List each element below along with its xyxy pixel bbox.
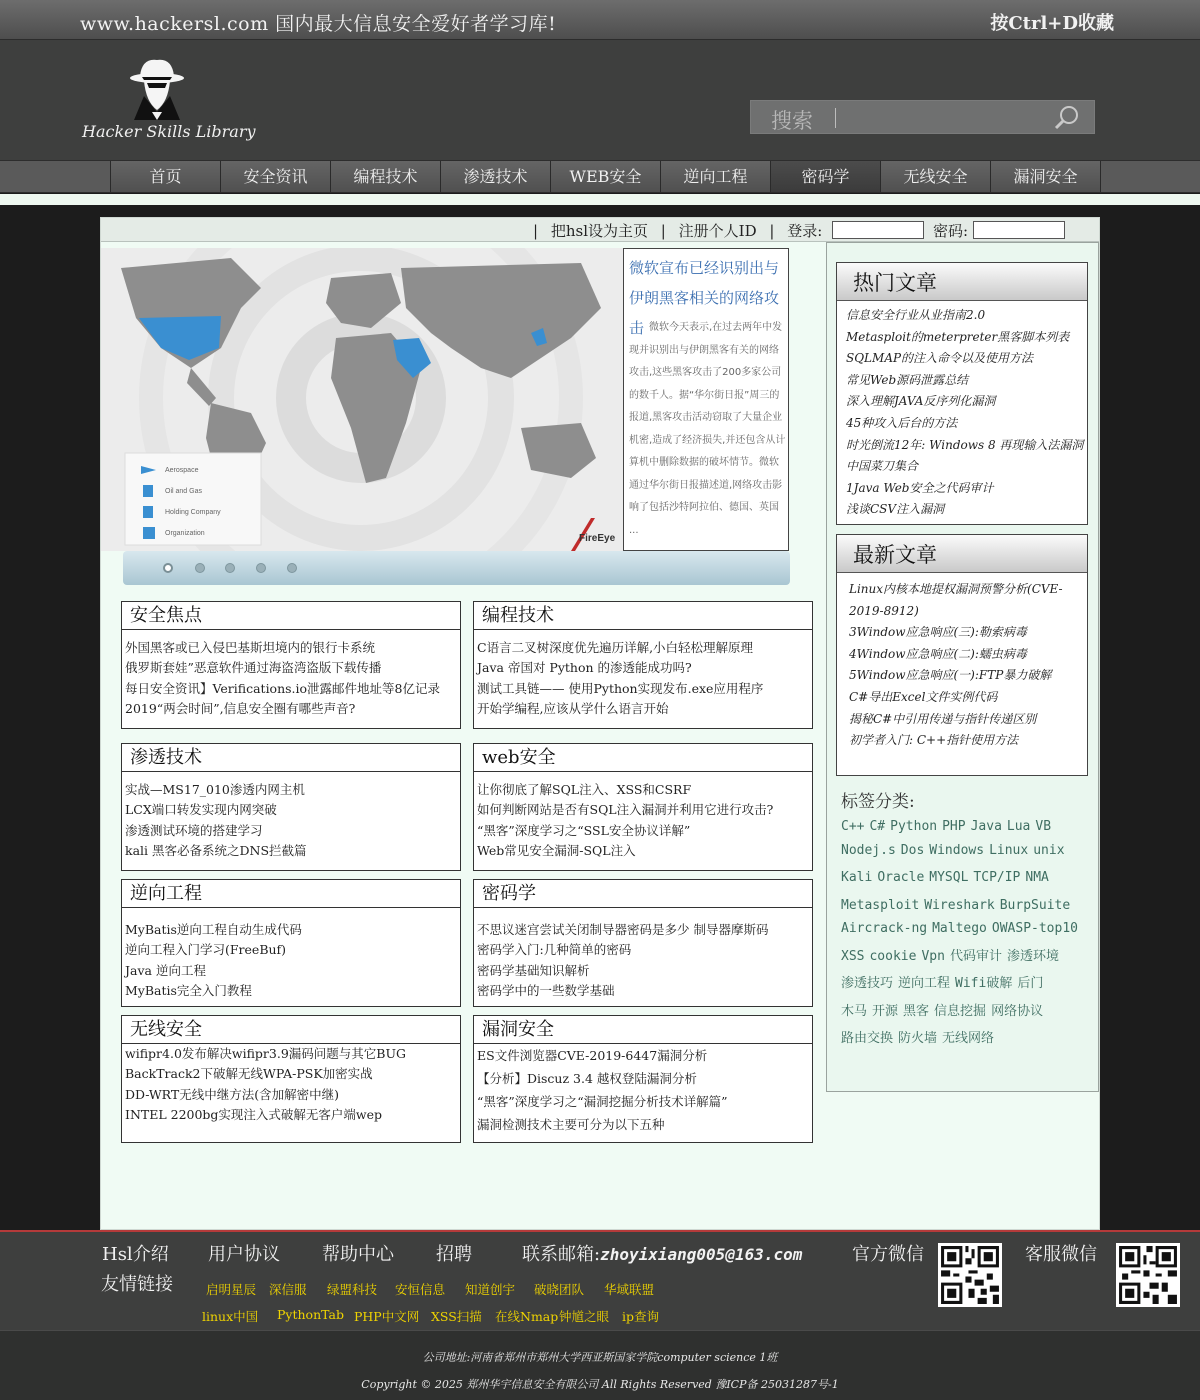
header-band — [0, 194, 1200, 205]
box-title[interactable]: 密码学 — [474, 880, 812, 908]
nav-home[interactable]: 首页 — [111, 161, 221, 192]
list-item[interactable]: 开始学编程,应该从学什么语言开始 — [477, 700, 669, 716]
search-label: 搜索 — [771, 109, 813, 133]
hot-article-item[interactable]: SQLMAP的注入命令以及使用方法 — [846, 351, 1034, 366]
tag[interactable]: PHP — [942, 819, 966, 834]
hot-article-item[interactable]: 1Java Web安全之代码审计 — [846, 480, 994, 495]
list-item[interactable]: LCX端口转发实现内网突破 — [125, 802, 277, 818]
box-title[interactable]: 渗透技术 — [122, 744, 460, 772]
friend-link[interactable]: 绿盟科技 — [327, 1282, 378, 1297]
tag[interactable]: Aircrack-ng — [841, 921, 928, 936]
login-bar — [101, 218, 1099, 242]
legend-oil-gas: Oil and Gas — [165, 488, 202, 495]
tag[interactable]: 后门 — [1017, 976, 1044, 991]
list-item[interactable]: BackTrack2下破解无线WPA-PSK加密实战 — [125, 1066, 373, 1082]
latest-article-item[interactable]: 2019-8912) — [849, 603, 919, 618]
list-item[interactable]: DD-WRT无线中继方法(含加解密中继) — [125, 1086, 339, 1102]
box-title[interactable]: 安全焦点 — [122, 602, 460, 630]
tag[interactable]: C++ — [841, 819, 865, 834]
box-programming — [473, 601, 813, 729]
tag[interactable]: Metasploit — [841, 897, 920, 913]
list-item[interactable]: 2019“两会时间”,信息安全圈有哪些声音? — [125, 700, 356, 716]
tag[interactable]: Linux — [989, 842, 1029, 858]
nav-programming[interactable]: 编程技术 — [331, 161, 441, 192]
copyright: Copyright © 2025 郑州华宇信息安全有限公司 All Rights Reserved 豫ICP备 25031287号-1 — [361, 1378, 839, 1391]
list-item[interactable]: 测试工具链—— 使用Python实现发布.exe应用程序 — [477, 680, 764, 696]
list-item[interactable]: 如何判断网站是否有SQL注入漏洞并利用它进行攻击? — [477, 802, 774, 818]
tag[interactable]: XSS — [841, 948, 865, 964]
list-item[interactable]: INTEL 2200bg实现注入式破解无客户端wep — [125, 1106, 383, 1122]
site-logo[interactable] — [82, 50, 256, 150]
search-icon[interactable] — [1051, 103, 1083, 133]
tag[interactable]: 信息挖掘 — [934, 1003, 987, 1019]
friend-link[interactable]: 钟馗之眼 — [559, 1309, 610, 1324]
list-item[interactable]: 密码学基础知识解析 — [477, 962, 590, 978]
list-item[interactable]: wifipr4.0发布解决wifipr3.9漏码问题与其它BUG — [125, 1046, 406, 1061]
register-link[interactable]: 注册个人ID — [678, 222, 757, 240]
bookmark-hint[interactable]: 按Ctrl+D收藏 — [990, 13, 1114, 34]
hot-article-item[interactable]: 浅谈CSV注入漏洞 — [846, 502, 945, 517]
tag[interactable]: 黑客 — [903, 1003, 930, 1019]
tag-cloud — [841, 815, 1091, 1051]
list-item[interactable]: “黑客”深度学习之“SSL安全协议详解” — [477, 822, 691, 838]
hot-articles-title: 热门文章 — [837, 263, 1087, 301]
qr-code-icon — [1116, 1243, 1180, 1307]
box-vulnerability — [473, 1015, 813, 1143]
list-item[interactable]: 不思议迷宫尝试关闭制导器密码是多少 制导器摩斯码 — [477, 922, 769, 937]
list-item[interactable]: Java 帝国对 Python 的渗透能成功吗? — [477, 660, 692, 676]
friend-link[interactable]: PHP中文网 — [354, 1309, 420, 1324]
friend-link[interactable]: 启明星辰 — [206, 1282, 257, 1297]
box-title[interactable]: 编程技术 — [474, 602, 812, 630]
box-title[interactable]: 逆向工程 — [122, 880, 460, 908]
separator: | — [533, 222, 539, 240]
tag[interactable]: Wifi破解 — [955, 976, 1013, 991]
footer-link-help[interactable]: 帮助中心 — [322, 1244, 394, 1265]
legend-aerospace: Aerospace — [165, 467, 199, 474]
hot-article-item[interactable]: 常见Web源码泄露总结 — [846, 372, 969, 387]
list-item[interactable]: 密码学中的一些数学基础 — [477, 982, 615, 998]
nav-vulnerability[interactable]: 漏洞安全 — [991, 161, 1101, 192]
box-cryptography — [473, 879, 813, 1007]
footer-bottom — [0, 1330, 1200, 1400]
list-item[interactable]: “黑客”深度学习之“漏洞挖掘分析技术详解篇” — [477, 1094, 728, 1109]
hot-articles — [836, 262, 1088, 525]
hot-article-item[interactable]: 深入理解JAVA反序列化漏洞 — [846, 394, 996, 409]
list-item[interactable]: 外国黑客或已入侵巴基斯坦境内的银行卡系统 — [125, 640, 376, 655]
tags-title: 标签分类: — [841, 792, 915, 812]
friend-link[interactable]: 知道创宇 — [465, 1282, 516, 1297]
hot-article-item[interactable]: 45种攻入后台的方法 — [846, 415, 958, 430]
fireeye-logo: FireEye — [579, 533, 616, 544]
tag[interactable]: Oracle — [877, 870, 925, 885]
list-item[interactable]: 漏洞检测技术主要可分为以下五种 — [477, 1117, 665, 1132]
list-item[interactable]: 每日安全资讯】Verifications.io泄露邮件地址等8亿记录 — [125, 680, 441, 696]
box-title[interactable]: web安全 — [474, 744, 812, 772]
separator: | — [769, 222, 775, 240]
latest-article-item[interactable]: 揭秘C#中引用传递与指针传递区别 — [849, 711, 1037, 726]
sidebar — [826, 242, 1099, 1092]
tag[interactable]: Python — [890, 819, 938, 834]
legend-holding: Holding Company — [165, 509, 221, 516]
friend-links-title: 友情链接 — [101, 1274, 173, 1295]
box-web-security — [473, 743, 813, 871]
nav-web-security[interactable]: WEB安全 — [551, 161, 661, 192]
slider-pagination — [123, 551, 790, 585]
tag[interactable]: 渗透环境 — [1006, 948, 1059, 964]
friend-link[interactable]: 在线Nmap — [495, 1309, 559, 1324]
tag[interactable]: Windows — [929, 842, 985, 858]
tag[interactable]: cookie — [869, 948, 917, 964]
list-item[interactable]: 让你彻底了解SQL注入、XSS和CSRF — [477, 782, 692, 797]
nav-cryptography[interactable]: 密码学 — [771, 161, 881, 192]
tag[interactable]: 代码审计 — [949, 948, 1002, 964]
tag[interactable]: TCP/IP — [973, 870, 1021, 885]
footer-link-agreement[interactable]: 用户协议 — [208, 1244, 280, 1265]
list-item[interactable]: 【分析】Discuz 3.4 越权登陆漏洞分析 — [477, 1071, 697, 1086]
box-title[interactable]: 无线安全 — [122, 1016, 460, 1044]
box-wireless-security — [121, 1015, 461, 1143]
nav-penetration[interactable]: 渗透技术 — [441, 161, 551, 192]
latest-article-item[interactable]: 3Window应急响应(三):勒索病毒 — [849, 625, 1027, 640]
tag[interactable]: C# — [869, 819, 886, 834]
list-item[interactable]: kali 黑客必备系统之DNS拦截篇 — [125, 842, 307, 858]
tag[interactable]: 渗透技巧 — [841, 976, 894, 991]
tag[interactable]: Kali — [841, 870, 873, 885]
friend-link[interactable]: XSS扫描 — [431, 1309, 482, 1324]
hacker-hat-icon — [82, 50, 242, 120]
latest-articles-title: 最新文章 — [837, 535, 1087, 573]
email-address[interactable]: zhoyixiang005@163.com — [600, 1245, 803, 1264]
slide-body: 微软今天表示,在过去两年中发现并识别出与伊朗黑客有关的网络攻击,这些黑客攻击了200多家公司的数千人。据“华尔街日报”周三的报道,黑客攻击活动窃取了大量企业机密,造成了经济损失,并还包含从计算机中删除数据的破坏情节。微软通过华尔街日报描述道,网络攻击影响了包括沙特阿拉伯、德国、英国 ... — [629, 322, 786, 536]
tag[interactable]: MYSQL — [929, 870, 969, 885]
slider-dot-5[interactable] — [287, 563, 297, 573]
list-item[interactable]: Java 逆向工程 — [125, 962, 206, 978]
tag[interactable]: Dos — [900, 842, 925, 858]
list-item[interactable]: MyBatis逆向工程自动生成代码 — [125, 922, 302, 937]
list-item[interactable]: Web常见安全漏洞-SQL注入 — [477, 842, 636, 858]
hot-article-item[interactable]: 时光倒流12年: Windows 8 再现输入法漏洞 — [846, 437, 1084, 452]
logo-text: Hacker Skills Library — [82, 122, 256, 141]
tag[interactable]: BurpSuite — [999, 897, 1071, 913]
friend-link[interactable]: 破晓团队 — [534, 1282, 585, 1297]
list-item[interactable]: ES文件浏览器CVE-2019-6447漏洞分析 — [477, 1048, 708, 1063]
footer-link-about[interactable]: Hsl介绍 — [102, 1244, 169, 1265]
friend-link[interactable]: 安恒信息 — [395, 1282, 446, 1297]
tag[interactable]: 逆向工程 — [898, 976, 951, 991]
main-content — [100, 217, 1100, 1230]
search-input[interactable] — [841, 104, 1041, 132]
slider-dot-4[interactable] — [256, 563, 266, 573]
search-box[interactable] — [750, 100, 1095, 134]
nav-reverse-engineering[interactable]: 逆向工程 — [661, 161, 771, 192]
official-wechat-label: 官方微信 — [852, 1244, 924, 1265]
tag[interactable]: Maltego — [932, 921, 987, 936]
world-map-image[interactable] — [101, 248, 623, 551]
set-homepage-link[interactable]: 把hsl设为主页 — [550, 222, 649, 240]
tag[interactable]: VB — [1035, 819, 1052, 834]
slide-title[interactable]: 微软宣布已经识别出与伊朗黑客相关的网络攻击 — [629, 259, 780, 337]
footer-link-jobs[interactable]: 招聘 — [436, 1244, 472, 1265]
latest-article-item[interactable]: Linux内核本地提权漏洞预警分析(CVE- — [849, 582, 1063, 596]
box-title[interactable]: 漏洞安全 — [474, 1016, 812, 1044]
latest-article-item[interactable]: 4Window应急响应(二):蠕虫病毒 — [849, 646, 1027, 661]
footer — [0, 1232, 1200, 1400]
latest-article-item[interactable]: 初学者入门: C++指针使用方法 — [849, 733, 1019, 748]
friend-link[interactable]: 华域联盟 — [604, 1282, 655, 1297]
latest-articles — [836, 534, 1088, 776]
nav-wireless-security[interactable]: 无线安全 — [881, 161, 991, 192]
login-label: 登录: — [787, 222, 823, 240]
search-divider — [835, 108, 836, 128]
contact-email — [522, 1240, 802, 1266]
friend-link[interactable]: linux中国 — [202, 1309, 259, 1324]
tag[interactable]: 木马 — [841, 1003, 868, 1019]
tag[interactable]: 网络协议 — [991, 1003, 1044, 1019]
hot-article-item[interactable]: 中国菜刀集合 — [846, 459, 919, 474]
tag[interactable]: Lua — [1006, 819, 1031, 834]
main-nav — [0, 160, 1200, 193]
site-title: www.hackersl.com 国内最大信息安全爱好者学习库! — [80, 13, 557, 35]
tag[interactable]: 路由交换 — [841, 1031, 894, 1046]
hot-article-item[interactable]: Metasploit的meterpreter黑客脚本列表 — [846, 329, 1070, 344]
friend-link[interactable]: PythonTab — [277, 1307, 344, 1322]
service-wechat-label: 客服微信 — [1025, 1244, 1097, 1265]
tag[interactable]: 防火墙 — [898, 1031, 938, 1046]
list-item[interactable]: 实战—MS17_010渗透内网主机 — [125, 782, 305, 797]
tag[interactable]: NMA — [1025, 870, 1049, 885]
legend-organization: Organization — [165, 530, 205, 537]
list-item[interactable]: 渗透测试环境的搭建学习 — [125, 822, 263, 838]
separator: | — [660, 222, 666, 240]
box-security-focus — [121, 601, 461, 729]
list-item[interactable]: 密码学入门:几种简单的密码 — [477, 942, 632, 958]
hot-article-item[interactable]: 信息安全行业从业指南2.0 — [846, 308, 986, 322]
slider-dot-1[interactable] — [163, 563, 173, 573]
qr-code-icon — [938, 1243, 1002, 1307]
tag[interactable]: Wireshark — [924, 897, 995, 913]
tag[interactable]: OWASP-top10 — [991, 921, 1078, 936]
latest-article-item[interactable]: C#导出Excel文件实例代码 — [849, 689, 998, 704]
list-item[interactable]: 俄罗斯套娃”恶意软件通过海盗湾盗版下载传播 — [125, 660, 382, 676]
password-field[interactable] — [973, 221, 1065, 239]
slider-dot-3[interactable] — [225, 563, 235, 573]
nav-security-news[interactable]: 安全资讯 — [221, 161, 331, 192]
friend-link[interactable]: 深信服 — [269, 1282, 307, 1297]
tag[interactable]: Vpn — [921, 948, 945, 964]
company-address: 公司地址:河南省郑州市郑州大学西亚斯国家学院computer science 1班 — [422, 1351, 778, 1364]
header — [0, 40, 1200, 160]
list-item[interactable]: 逆向工程入门学习(FreeBuf) — [125, 942, 287, 958]
username-field[interactable] — [832, 221, 924, 239]
email-label: 联系邮箱: — [522, 1244, 601, 1265]
news-slider[interactable] — [101, 248, 789, 551]
box-reverse-engineering — [121, 879, 461, 1007]
slider-dot-2[interactable] — [195, 563, 205, 573]
slide-caption — [623, 248, 789, 551]
tag[interactable]: 无线网络 — [942, 1031, 995, 1046]
world-map-graphic — [101, 248, 623, 551]
top-bar — [0, 0, 1200, 40]
tag[interactable]: 开源 — [872, 1003, 899, 1019]
tag[interactable]: unix — [1033, 842, 1065, 858]
box-penetration — [121, 743, 461, 871]
friend-link[interactable]: ip查询 — [622, 1309, 659, 1324]
list-item[interactable]: C语言二叉树深度优先遍历详解,小白轻松理解原理 — [477, 640, 754, 655]
tag[interactable]: Nodej.s — [841, 842, 896, 858]
latest-article-item[interactable]: 5Window应急响应(一):FTP暴力破解 — [849, 668, 1052, 683]
list-item[interactable]: MyBatis完全入门教程 — [125, 982, 252, 998]
tag[interactable]: Java — [970, 819, 1002, 834]
password-label: 密码: — [933, 222, 969, 240]
